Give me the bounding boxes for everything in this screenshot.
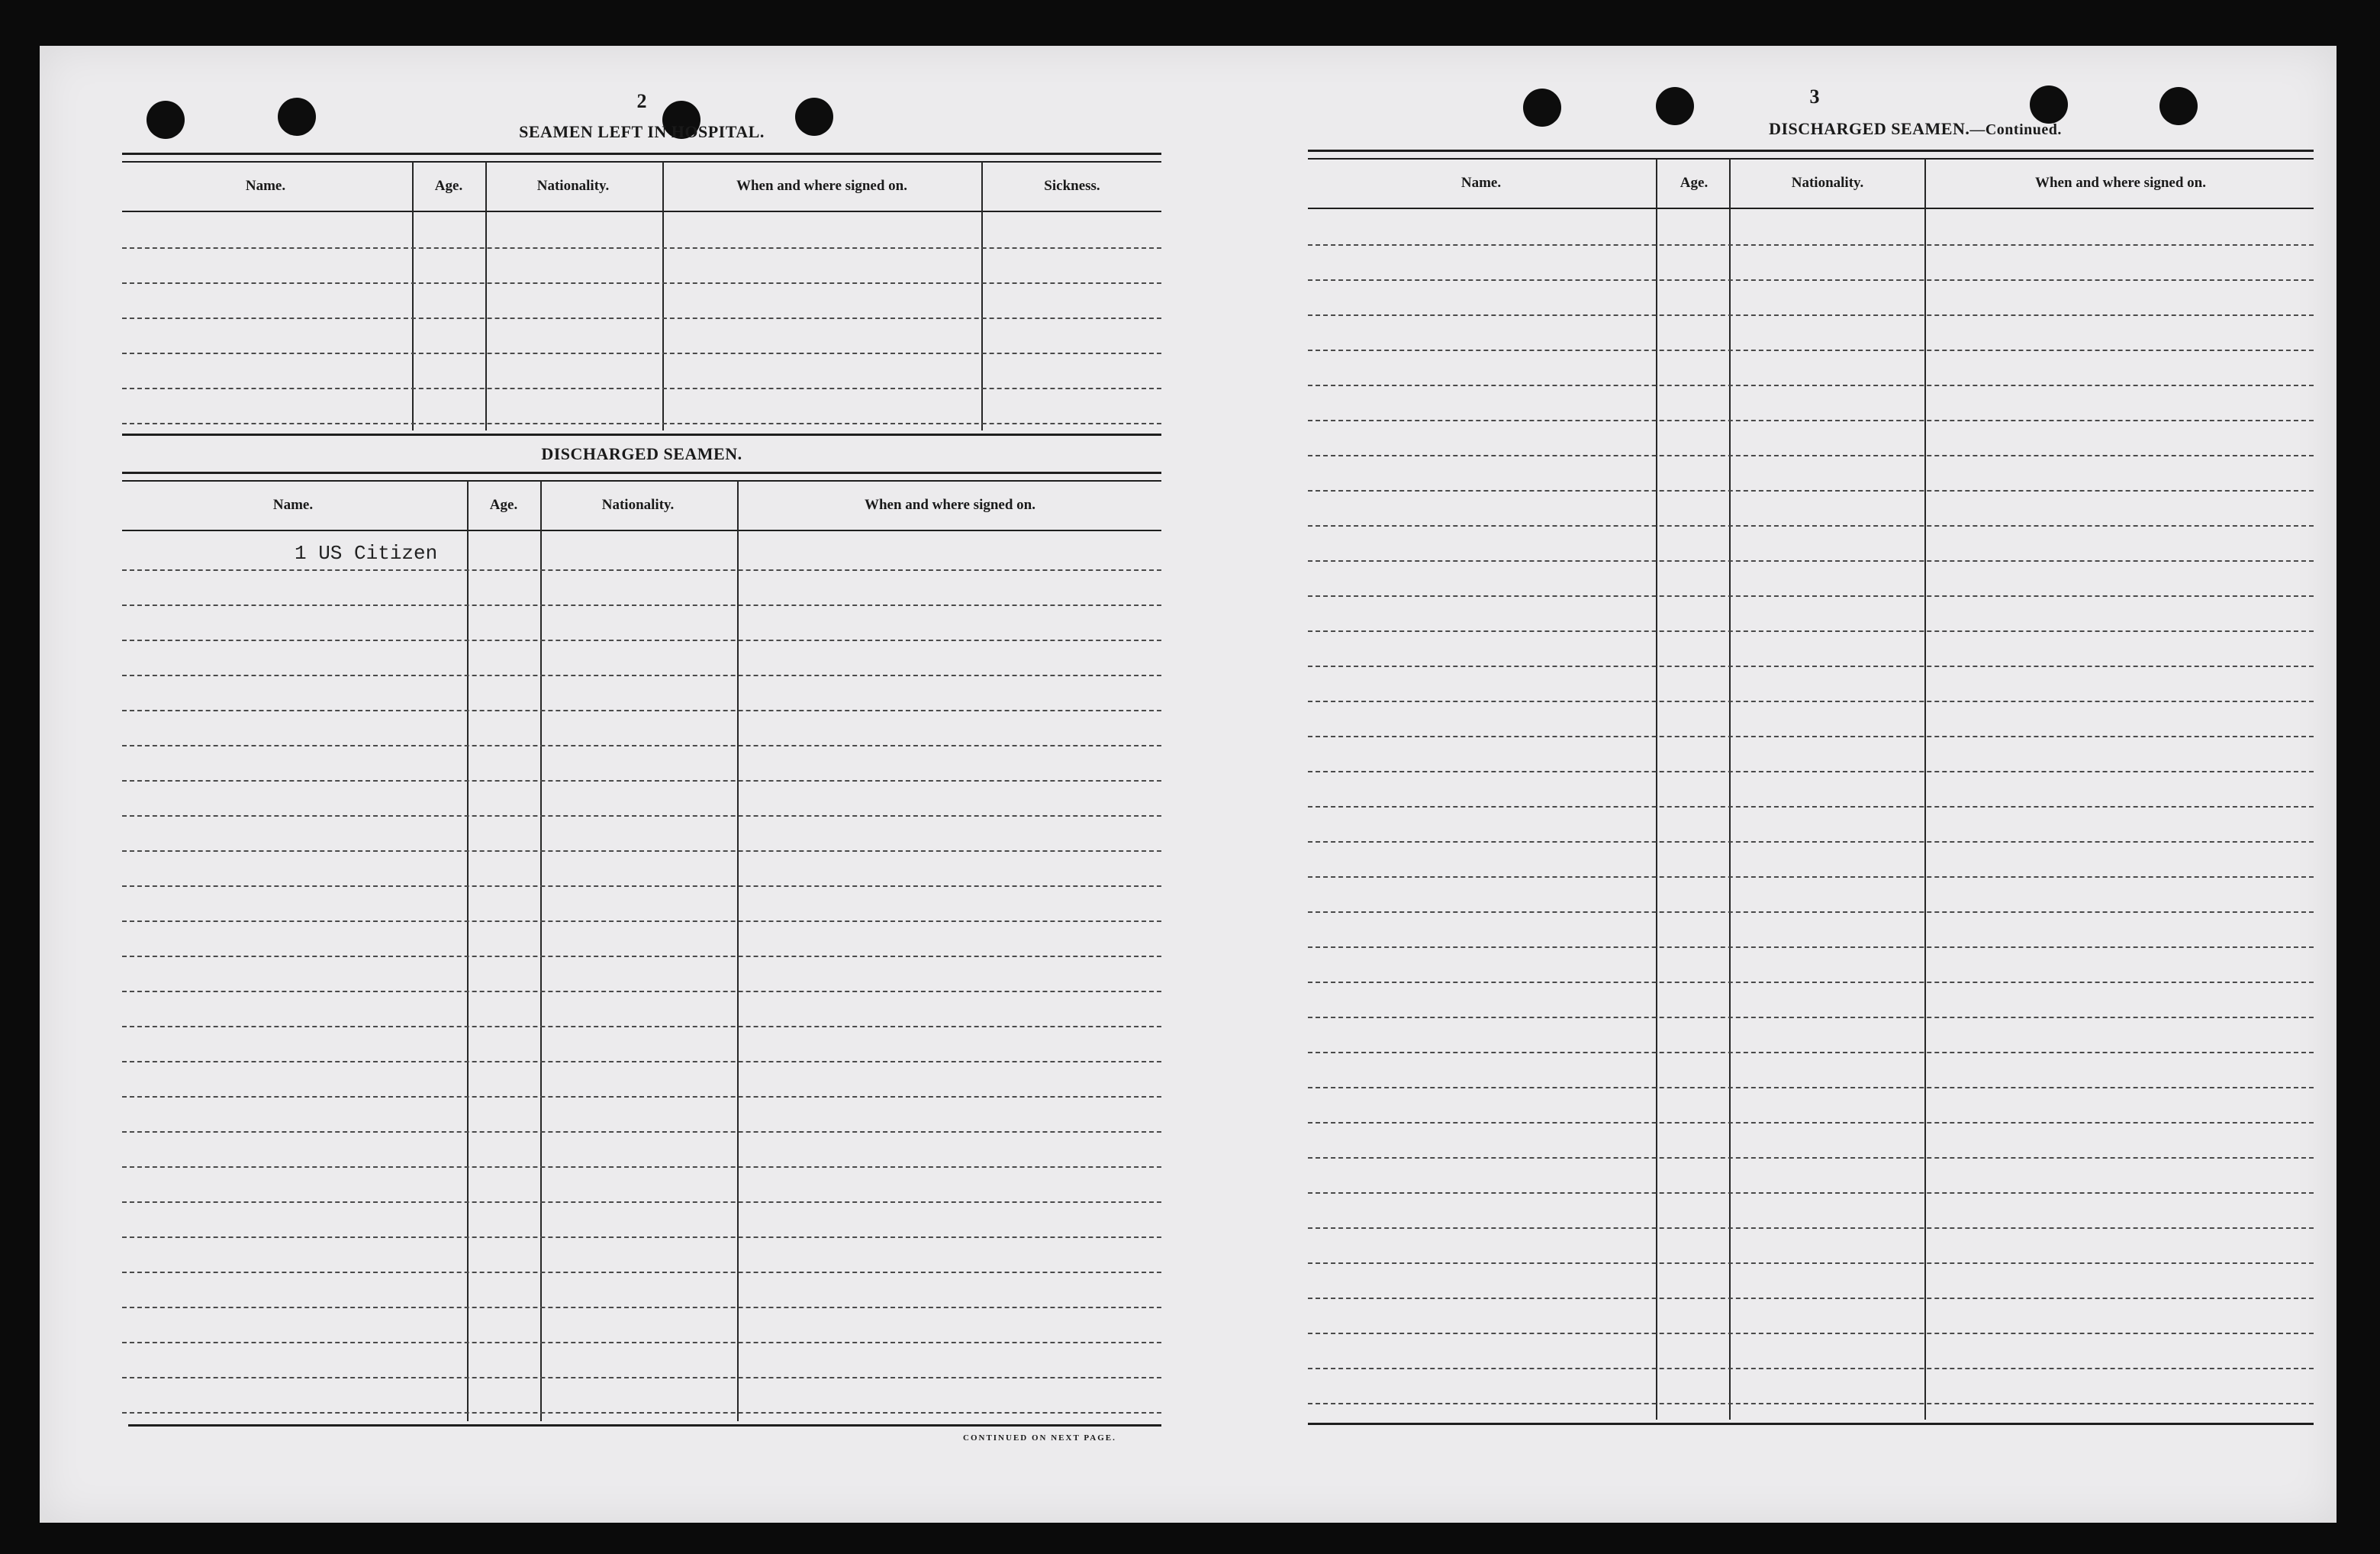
ruling-line [1308,1227,2314,1229]
col-header-nationality: Nationality. [536,178,610,194]
ruling-line [1308,595,2314,597]
ruling-line [1308,1368,2314,1369]
column-divider [1656,159,1657,1420]
column-divider [981,162,983,430]
ruling-line [122,569,1161,571]
col-header-age: Age. [434,178,463,194]
ruling-line [1308,455,2314,456]
ruling-line [1308,771,2314,772]
ruling-line [1308,244,2314,246]
ruling-line [1308,525,2314,527]
ruling-line [1308,385,2314,386]
ruling-line [1308,1403,2314,1404]
ruling-line [122,282,1161,284]
ruling-line [122,1061,1161,1062]
typed-entry: 1 US Citizen [295,542,438,565]
ledger-sheet [40,46,2337,1523]
col-header-age: Age. [489,497,518,513]
discharged-header-row [122,481,1161,531]
page-number: 3 [1809,85,1820,108]
ruling-line [1308,946,2314,948]
ruling-line [1308,1017,2314,1018]
hospital-header-row [122,162,1161,212]
bottom-rule [128,1424,1161,1427]
ruling-line [122,675,1161,676]
ruling-line [122,920,1161,922]
ruling-line [1308,911,2314,913]
ruling-line [1308,1052,2314,1053]
ruling-line [122,1377,1161,1378]
col-header-signed-on: When and where signed on. [736,178,907,194]
ruling-line [122,388,1161,389]
ruling-line [122,1201,1161,1203]
column-divider [737,481,739,1421]
column-divider [1729,159,1731,1420]
ruling-line [122,1236,1161,1238]
column-divider [540,481,542,1421]
column-divider [485,162,487,430]
ruling-line [122,1096,1161,1098]
ruling-line [122,991,1161,992]
ruling-line [1308,1298,2314,1299]
hospital-section-title: SEAMEN LEFT IN HOSPITAL. [519,122,765,141]
col-header-name: Name. [272,497,314,513]
ruling-line [122,1131,1161,1133]
ruling-line [122,247,1161,249]
ruling-line [122,640,1161,641]
col-header-sickness: Sickness. [1044,178,1100,194]
ruling-line [122,745,1161,746]
ruling-line [1308,350,2314,351]
col-header-signed-on: When and where signed on. [864,497,1035,513]
right-header-row [1308,159,2314,209]
column-divider [662,162,664,430]
ruling-line [1308,1122,2314,1124]
hospital-ledger-table [122,162,1161,430]
ruling-line [122,1272,1161,1273]
ruling-line [122,1166,1161,1168]
ruling-line [1308,876,2314,878]
ruling-line [122,956,1161,957]
col-header-name: Name. [1461,175,1502,191]
col-header-nationality: Nationality. [1791,175,1864,191]
ruling-line [122,885,1161,887]
ruling-line [122,710,1161,711]
continued-footer: CONTINUED ON NEXT PAGE. [963,1433,1116,1443]
ruling-line [1308,420,2314,421]
ruling-line [1308,841,2314,843]
ruling-line [122,353,1161,354]
ruling-line [122,815,1161,817]
column-divider [412,162,414,430]
ruling-line [1308,1087,2314,1088]
section-title-suffix: —Continued. [1969,121,2062,138]
ruling-line [1308,630,2314,632]
bottom-rule [1308,1423,2314,1425]
section-rule [122,434,1161,436]
page-number: 2 [636,90,647,112]
col-header-nationality: Nationality. [601,497,675,513]
section-title-text: DISCHARGED SEAMEN. [1769,119,1970,138]
col-header-signed-on: When and where signed on. [2034,175,2206,191]
ruling-line [122,1026,1161,1027]
ruling-line [122,780,1161,782]
ruling-line [122,850,1161,852]
ruling-line [1308,982,2314,983]
ruling-line [1308,314,2314,316]
ruling-line [1308,279,2314,281]
ruling-line [122,1307,1161,1308]
ruling-line [1308,701,2314,702]
ruling-line [1308,1333,2314,1334]
ruling-line [122,423,1161,424]
col-header-age: Age. [1680,175,1709,191]
ruling-line [1308,1157,2314,1159]
ruling-line [1308,560,2314,562]
ruling-line [122,318,1161,319]
column-divider [467,481,469,1421]
discharged-section-title: DISCHARGED SEAMEN. [541,444,742,463]
column-divider [1924,159,1926,1420]
ruling-line [1308,1192,2314,1194]
discharged-continued-title [1392,119,2380,139]
discharged-ledger-table [122,481,1161,1421]
ruling-line [122,1412,1161,1414]
col-header-name: Name. [245,178,286,194]
ruling-line [1308,806,2314,808]
ruling-line [1308,490,2314,492]
ruling-line [122,605,1161,606]
discharged-continued-ledger-table [1308,159,2314,1420]
ruling-line [1308,1262,2314,1264]
ruling-line [1308,736,2314,737]
ruling-line [1308,666,2314,667]
ruling-line [122,1342,1161,1343]
